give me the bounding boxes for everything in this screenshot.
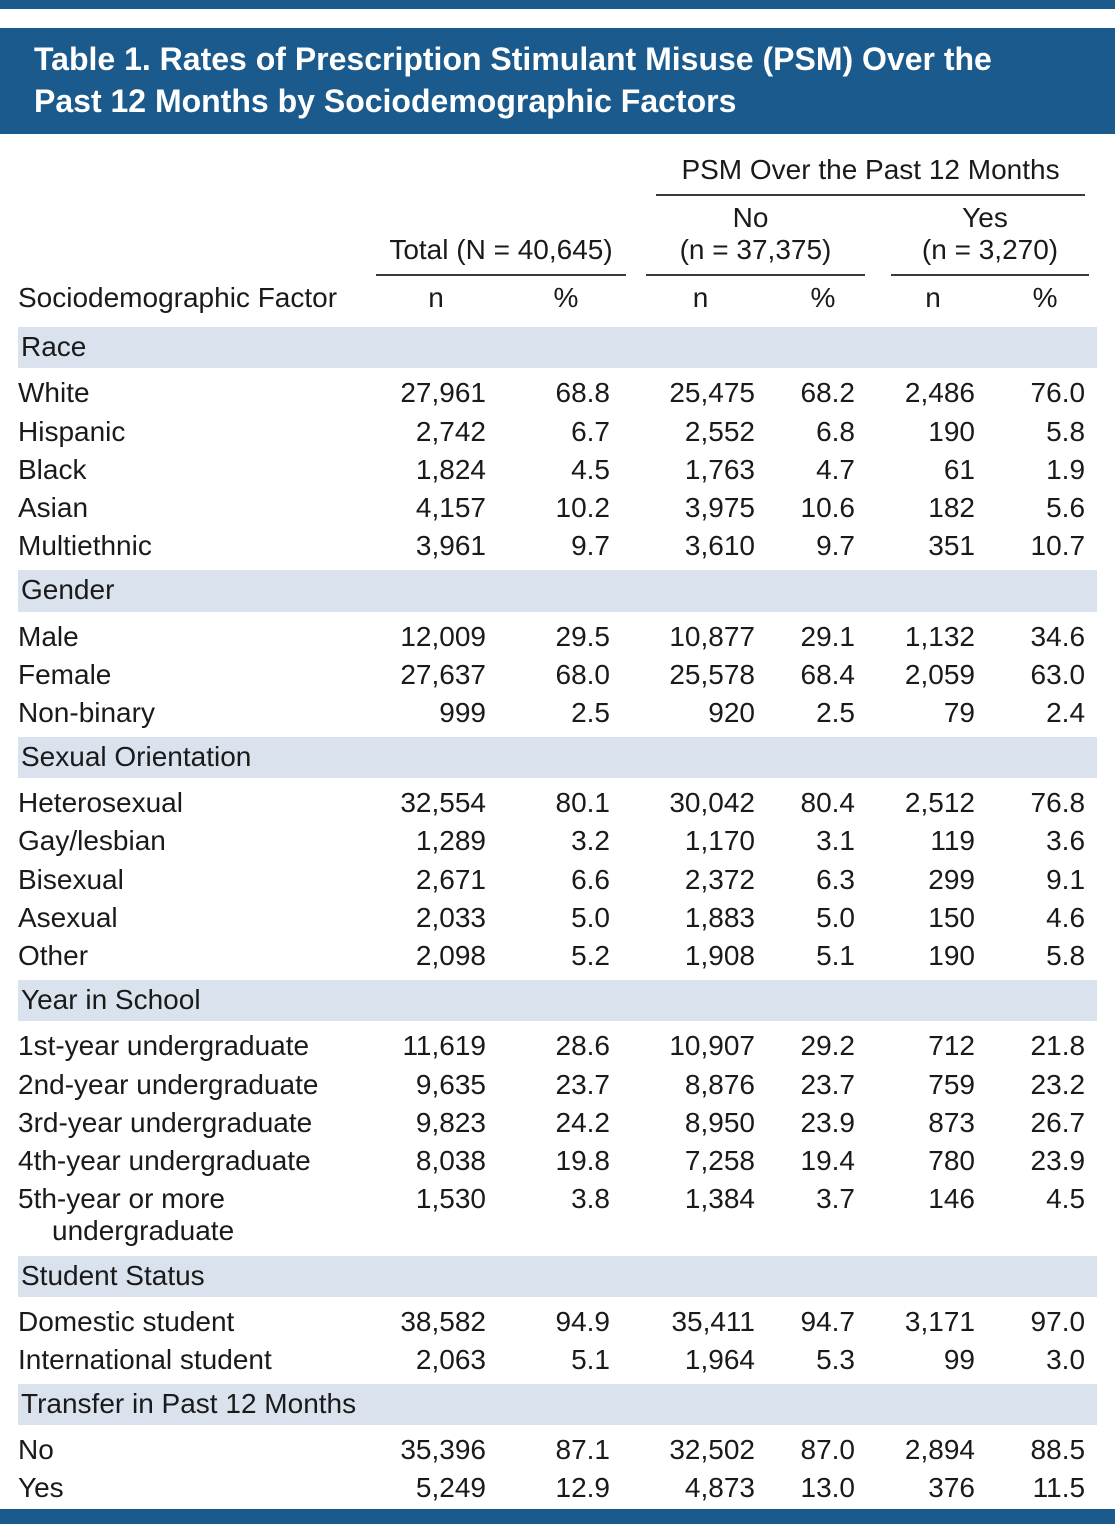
cell-value: 12,009 [400, 620, 486, 652]
cell-value: 9.1 [1046, 863, 1086, 895]
cell-value: 9,823 [415, 1106, 486, 1138]
table-row [18, 899, 1097, 937]
row-label: Heterosexual [18, 787, 183, 819]
cell-value: 780 [928, 1144, 975, 1176]
cell-value: 351 [928, 530, 975, 562]
row-label: International student [18, 1343, 272, 1375]
cell-value: 3,961 [415, 530, 486, 562]
cell-value: 5.0 [816, 901, 855, 933]
cell-value: 3.8 [571, 1183, 610, 1215]
row-label: Black [18, 453, 87, 485]
section-row [18, 565, 1097, 617]
cell-value: 2.4 [1046, 696, 1086, 728]
row-label: Multiethnic [18, 530, 152, 562]
cell-value: 1,384 [684, 1183, 755, 1215]
row-label: Gay/lesbian [18, 825, 166, 857]
row-label: Other [18, 940, 89, 972]
cell-value: 80.4 [800, 787, 855, 819]
cell-value: 4.7 [816, 453, 855, 485]
row-label: Yes [18, 1472, 64, 1504]
table-row [18, 489, 1097, 527]
table-row [18, 1303, 1097, 1341]
cell-value: 3.7 [816, 1183, 855, 1215]
cell-value: 299 [928, 863, 975, 895]
cell-value: 2,486 [904, 377, 975, 409]
cell-value: 8,950 [684, 1106, 755, 1138]
total-group-header: Total (N = 40,645) [376, 234, 626, 276]
cell-value: 1,883 [684, 901, 755, 933]
cell-value: 25,578 [669, 658, 755, 690]
table-row [18, 1431, 1097, 1469]
spacer-cell [18, 234, 368, 276]
cell-value: 2,512 [904, 787, 975, 819]
cell-value: 23.9 [800, 1106, 855, 1138]
section-row [18, 1379, 1097, 1431]
total-n-header: n [428, 282, 444, 314]
section-row [18, 975, 1097, 1027]
section-row [18, 322, 1097, 374]
section-label: Race [18, 327, 1097, 368]
cell-value: 10.2 [555, 491, 610, 523]
row-label: 5th-year or more undergraduate [18, 1183, 235, 1247]
cell-value: 97.0 [1030, 1305, 1086, 1337]
table-row [18, 861, 1097, 899]
cell-value: 99 [943, 1343, 975, 1375]
row-label: 4th-year undergraduate [18, 1144, 311, 1176]
cell-value: 3.2 [571, 825, 610, 857]
cell-value: 2.5 [571, 696, 610, 728]
row-label: Asexual [18, 901, 118, 933]
cell-value: 2,098 [415, 940, 486, 972]
cell-value: 9,635 [415, 1068, 486, 1100]
cell-value: 5.3 [816, 1343, 855, 1375]
cell-value: 26.7 [1030, 1106, 1086, 1138]
table-row [18, 1142, 1097, 1180]
cell-value: 7,258 [684, 1144, 755, 1176]
psm-span-header: PSM Over the Past 12 Months [656, 154, 1085, 195]
cell-value: 376 [928, 1472, 975, 1504]
row-label: 1st-year undergraduate [18, 1030, 310, 1062]
table-row [18, 694, 1097, 732]
sociodemographic-table [18, 146, 1097, 1507]
no-yes-row [18, 196, 1097, 234]
cell-value: 5.1 [571, 1343, 610, 1375]
cell-value: 5.0 [571, 901, 610, 933]
section-label: Year in School [18, 980, 1097, 1021]
group-n-row [18, 234, 1097, 276]
no-group-n: (n = 37,375) [646, 234, 865, 276]
cell-value: 8,876 [684, 1068, 755, 1100]
cell-value: 2,742 [415, 415, 486, 447]
cell-value: 94.9 [555, 1305, 610, 1337]
cell-value: 2,372 [684, 863, 755, 895]
table-row [18, 937, 1097, 975]
yes-group-label: Yes [962, 201, 1008, 233]
cell-value: 1.9 [1046, 453, 1086, 485]
cell-value: 68.0 [555, 658, 610, 690]
cell-value: 29.2 [800, 1030, 855, 1062]
row-label: Domestic student [18, 1305, 235, 1337]
cell-value: 1,530 [415, 1183, 486, 1215]
cell-value: 190 [928, 415, 975, 447]
cell-value: 1,170 [684, 825, 755, 857]
cell-value: 27,637 [400, 658, 486, 690]
table-row [18, 1066, 1097, 1104]
spacer-cell [18, 196, 628, 234]
yes-group-n: (n = 3,270) [891, 234, 1089, 276]
cell-value: 68.2 [800, 377, 855, 409]
cell-value: 24.2 [555, 1106, 610, 1138]
cell-value: 150 [928, 901, 975, 933]
cell-value: 9.7 [816, 530, 855, 562]
table-row [18, 784, 1097, 822]
no-pct-header: % [810, 282, 836, 314]
cell-value: 11,619 [402, 1030, 486, 1062]
cell-value: 19.8 [555, 1144, 610, 1176]
cell-value: 5.1 [816, 940, 855, 972]
table-row [18, 1180, 1097, 1250]
cell-value: 11.5 [1032, 1472, 1086, 1504]
cell-value: 23.7 [555, 1068, 610, 1100]
section-label: Gender [18, 570, 1097, 611]
section-row [18, 732, 1097, 784]
cell-value: 5.2 [571, 940, 610, 972]
cell-value: 61 [943, 453, 975, 485]
row-label: Non-binary [18, 696, 155, 728]
row-label: Asian [18, 491, 89, 523]
cell-value: 2,033 [415, 901, 486, 933]
cell-value: 190 [928, 940, 975, 972]
cell-value: 35,411 [671, 1305, 755, 1337]
cell-value: 87.1 [555, 1434, 610, 1466]
cell-value: 32,502 [669, 1434, 755, 1466]
cell-value: 23.2 [1030, 1068, 1086, 1100]
spacer-cell [18, 146, 628, 195]
psm-header-row [18, 146, 1097, 195]
cell-value: 23.7 [800, 1068, 855, 1100]
cell-value: 3,975 [684, 491, 755, 523]
cell-value: 3,610 [684, 530, 755, 562]
cell-value: 2,671 [415, 863, 486, 895]
total-pct-header: % [553, 282, 579, 314]
cell-value: 10.7 [1030, 530, 1086, 562]
table-row [18, 822, 1097, 860]
cell-value: 1,132 [904, 620, 975, 652]
cell-value: 27,961 [400, 377, 486, 409]
cell-value: 1,964 [684, 1343, 755, 1375]
section-label: Transfer in Past 12 Months [18, 1384, 1097, 1425]
table-title-bar [0, 28, 1115, 134]
cell-value: 5.8 [1046, 940, 1086, 972]
cell-value: 32,554 [400, 787, 486, 819]
cell-value: 1,763 [684, 453, 755, 485]
cell-value: 29.1 [800, 620, 855, 652]
cell-value: 4.5 [1046, 1183, 1086, 1215]
row-label: Female [18, 658, 112, 690]
table-row [18, 374, 1097, 412]
cell-value: 68.4 [800, 658, 855, 690]
bottom-accent-bar [0, 1509, 1115, 1524]
cell-value: 4,157 [415, 491, 486, 523]
table-title: Table 1. Rates of Prescription Stimulant Misuse (PSM) Over the Past 12 Months by Sociodemographic Factors [34, 41, 992, 120]
cell-value: 4.5 [571, 453, 610, 485]
section-row [18, 1251, 1097, 1303]
cell-value: 25,475 [669, 377, 755, 409]
cell-value: 38,582 [400, 1305, 486, 1337]
cell-value: 3,171 [904, 1305, 975, 1337]
cell-value: 19.4 [800, 1144, 855, 1176]
table-container [18, 146, 1097, 1507]
top-accent-bar [0, 0, 1115, 9]
cell-value: 76.0 [1030, 377, 1086, 409]
cell-value: 3.6 [1046, 825, 1086, 857]
cell-value: 63.0 [1030, 658, 1086, 690]
cell-value: 88.5 [1030, 1434, 1086, 1466]
cell-value: 30,042 [669, 787, 755, 819]
cell-value: 2.5 [816, 696, 855, 728]
cell-value: 29.5 [555, 620, 610, 652]
cell-value: 3.0 [1046, 1343, 1086, 1375]
cell-value: 5.6 [1046, 491, 1086, 523]
cell-value: 23.9 [1030, 1144, 1086, 1176]
cell-value: 119 [930, 825, 975, 857]
cell-value: 712 [928, 1030, 975, 1062]
row-label: No [18, 1434, 54, 1466]
cell-value: 76.8 [1030, 787, 1086, 819]
cell-value: 2,552 [684, 415, 755, 447]
cell-value: 920 [708, 696, 755, 728]
cell-value: 5.8 [1046, 415, 1086, 447]
cell-value: 80.1 [555, 787, 610, 819]
cell-value: 3.1 [816, 825, 855, 857]
cell-value: 146 [928, 1183, 975, 1215]
yes-n-header: n [925, 282, 941, 314]
section-label: Sexual Orientation [18, 737, 1097, 778]
cell-value: 12.9 [555, 1472, 610, 1504]
table-row [18, 451, 1097, 489]
table-row [18, 527, 1097, 565]
cell-value: 873 [928, 1106, 975, 1138]
row-label: Hispanic [18, 415, 126, 447]
factor-column-header: Sociodemographic Factor [18, 282, 338, 314]
cell-value: 999 [439, 696, 486, 728]
cell-value: 10.6 [800, 491, 855, 523]
cell-value: 68.8 [555, 377, 610, 409]
row-label: 2nd-year undergraduate [18, 1068, 319, 1100]
yes-pct-header: % [1032, 282, 1058, 314]
table-body [18, 322, 1097, 1507]
cell-value: 4,873 [684, 1472, 755, 1504]
table-row [18, 656, 1097, 694]
cell-value: 34.6 [1030, 620, 1086, 652]
cell-value: 6.7 [571, 415, 610, 447]
table-row [18, 1469, 1097, 1507]
cell-value: 35,396 [400, 1434, 486, 1466]
cell-value: 2,063 [415, 1343, 486, 1375]
cell-value: 10,877 [669, 620, 755, 652]
table-row [18, 618, 1097, 656]
cell-value: 94.7 [800, 1305, 855, 1337]
row-label: 3rd-year undergraduate [18, 1106, 313, 1138]
no-n-header: n [692, 282, 709, 314]
cell-value: 1,908 [684, 940, 755, 972]
cell-value: 1,289 [415, 825, 486, 857]
cell-value: 9.7 [571, 530, 610, 562]
table-row [18, 413, 1097, 451]
cell-value: 5,249 [415, 1472, 486, 1504]
cell-value: 2,894 [904, 1434, 975, 1466]
row-label: Male [18, 620, 79, 652]
table-row [18, 1341, 1097, 1379]
cell-value: 2,059 [904, 658, 975, 690]
cell-value: 1,824 [415, 453, 486, 485]
row-label: White [18, 377, 90, 409]
cell-value: 182 [928, 491, 975, 523]
column-header-row [18, 276, 1097, 322]
cell-value: 8,038 [415, 1144, 486, 1176]
cell-value: 28.6 [555, 1030, 610, 1062]
section-label: Student Status [18, 1256, 1097, 1297]
cell-value: 21.8 [1030, 1030, 1086, 1062]
no-group-label: No [732, 201, 769, 233]
cell-value: 10,907 [669, 1030, 755, 1062]
cell-value: 6.3 [816, 863, 855, 895]
row-label: Bisexual [18, 863, 124, 895]
cell-value: 6.8 [816, 415, 855, 447]
cell-value: 13.0 [800, 1472, 855, 1504]
table-row [18, 1104, 1097, 1142]
cell-value: 79 [943, 696, 975, 728]
cell-value: 6.6 [571, 863, 610, 895]
cell-value: 759 [928, 1068, 975, 1100]
cell-value: 4.6 [1046, 901, 1086, 933]
table-row [18, 1027, 1097, 1065]
cell-value: 87.0 [800, 1434, 855, 1466]
